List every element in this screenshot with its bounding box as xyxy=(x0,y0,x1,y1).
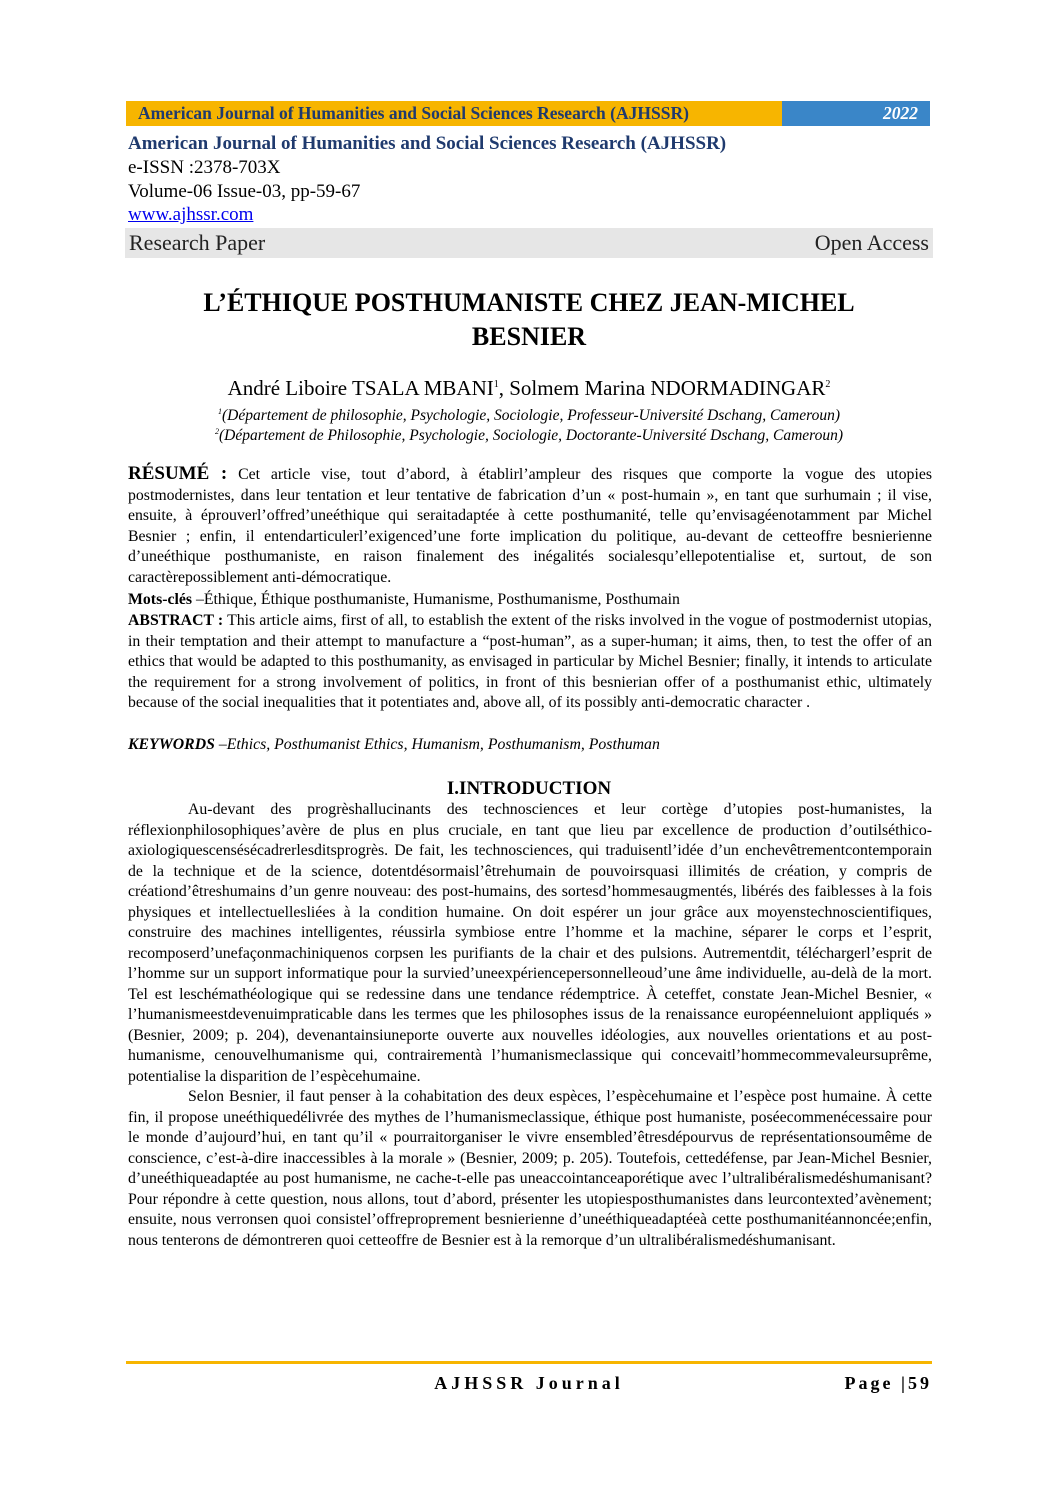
paper-title xyxy=(126,286,932,354)
open-access-label: Open Access xyxy=(814,230,929,255)
affiliation-2-text: (Département de Philosophie, Psychologie, Sociologie, Doctorante-Université Dschang, Cameroun) xyxy=(218,427,844,444)
keywords-block xyxy=(128,735,932,756)
website-link[interactable]: www.ajhssr.com xyxy=(128,204,254,225)
title-line-1: L’ÉTHIQUE POSTHUMANISTE CHEZ JEAN-MICHEL xyxy=(203,288,855,317)
title-line-2: BESNIER xyxy=(471,322,587,351)
page-number: 59 xyxy=(908,1373,932,1393)
footer-journal: AJHSSR Journal xyxy=(434,1373,624,1393)
affiliation-1-text: (Département de philosophie, Psychologie, Sociologie, Professeur-Université Dschang, Cameroun) xyxy=(222,407,840,424)
journal-meta xyxy=(128,132,933,258)
author-1: André Liboire TSALA MBANI xyxy=(227,376,494,400)
abstract-label: ABSTRACT : xyxy=(128,612,224,629)
resume-label: RÉSUMÉ : xyxy=(128,463,228,484)
abstract-text: This article aims, first of all, to establish the extent of the risks involved in the vogue of postmodernist utopias, in their temptation and their attempt to manufacture a “post-human”, as a super-human; it aims, then, to test the offer of an ethics that would be adapted to this posthumanity, as envisaged in particular by Michel Besnier; finally, it intends to articulate the requirement for a strong involvement of politics, in front of this besnierian offer of a posthumanist ethic, ultimately because of the social inequalities that it potentiates and, above all, of its possibly anti-democratic character . xyxy=(128,612,932,712)
resume-text: Cet article vise, tout d’abord, à établirl’ampleur des risques que comporte la vogue des utopies postmodernistes, dans leur tentation et leur tentative de fabrication d’un « post-humain », en tant que surhumain ; il vise, ensuite, à éprouverl’offred’uneéthique qui seraitadaptée à cette posthumanité, telle qu’envisagéenotamment par Michel Besnier ; enfin, il entendarticulerl’exigenced’une forte implication du politique, au-devant de cetteoffre besnierienne d’uneéthique posthumaniste, en raison finalement des inégalités socialesqu’ellepotentialise et, surtout, de son caractèrepossiblement anti-démocratique. xyxy=(128,466,932,586)
page-label: Page | xyxy=(844,1373,908,1393)
author-2-sup: 2 xyxy=(825,379,831,390)
mots-cles-label: Mots-clés xyxy=(128,591,193,608)
affiliation-1-sup: 1 xyxy=(218,407,222,416)
resume-block xyxy=(128,464,932,589)
author-separator: , xyxy=(498,376,510,400)
paper-type-bar xyxy=(125,228,933,258)
abstract-block xyxy=(128,611,932,714)
introduction-body xyxy=(128,800,932,1251)
mots-cles-block xyxy=(128,590,932,611)
keywords-label: KEYWORDS xyxy=(128,736,215,753)
mots-cles-text: –Éthique, Éthique posthumaniste, Humanisme, Posthumanisme, Posthumain xyxy=(192,591,680,608)
author-list xyxy=(126,372,932,401)
meta-journal-name: American Journal of Humanities and Social Sciences Research (AJHSSR) xyxy=(128,133,727,154)
footer-rule xyxy=(126,1361,932,1364)
intro-paragraph-1: Au-devant des progrèshallucinants des technosciences et leur cortège d’utopies post-humanistes, la réflexionphilosophiques’avère de plus en plus cruciale, en tant que lieu par excellence de production d’outilséthico-axiologiquescensésécadrerlesditsprogrès. De fait, les technosciences, qui traduisentl’idée d’un enchevêtrementcontemporain de la technique et de la science, dotentdésormaisl’êtrehumain de pouvoirsquasi illimités de création, y compris de créationd’êtreshumains d’un genre nouveau: des post-humains, des sortesd’hommesaugmentés, libérés des faiblesses à la fois physiques et intellectuellesliées à la condition humaine. On doit espérer un jour grâce aux moyenstechnoscientifiques, construire des machines intelligentes, réussirla symbiose entre l’homme et la machine, séparer le corps et l’esprit, recomposerd’unefaçonmachiniquenos corpsen les purifiants de la chair et des pulsions. Autrementdit, téléchargerl’esprit de l’homme sur un support informatique pour la survied’uneexpériencepersonnelleoud’une âme individuelle, au-delà de la mort. Tel est leschémathéologique qui se redessine dans une tendance rédemptrice. À ceteffet, constate Jean-Michel Besnier, « l’humanismeestdevenuimpraticable dans les termes que les philosophes issus de la renaissance européenneluiont appliqués » (Besnier, 2009; p. 204), devenantainsiuneporte ouverte aux nouvelles idéologies, aux nouvelles orientations et au post-humanisme, cenouvelhumanisme qui, contrairementà l’humanismeclassique qui concevaitl’hommecommevaleursuprême, potentialise la disparition de l’espècehumaine. xyxy=(128,801,932,1085)
introduction-heading: I.INTRODUCTION xyxy=(446,778,612,799)
research-paper-label: Research Paper xyxy=(129,230,266,255)
issn: e-ISSN :2378-703X xyxy=(128,157,281,178)
banner-year: 2022 xyxy=(782,101,930,126)
footer-page xyxy=(845,1373,932,1394)
journal-banner xyxy=(126,101,930,126)
volume-issue: Volume-06 Issue-03, pp-59-67 xyxy=(128,181,361,202)
banner-journal-name: American Journal of Humanities and Social Sciences Research (AJHSSR) xyxy=(126,101,782,126)
author-2: Solmem Marina NDORMADINGAR xyxy=(509,376,826,400)
keywords-text: –Ethics, Posthumanist Ethics, Humanism, Posthumanism, Posthuman xyxy=(214,736,660,753)
affiliation-2 xyxy=(126,422,932,446)
author-1-sup: 1 xyxy=(493,379,499,390)
page-footer xyxy=(126,1373,932,1397)
affiliation-2-sup: 2 xyxy=(214,427,219,436)
intro-paragraph-2: Selon Besnier, il faut penser à la cohabitation des deux espèces, l’espècehumaine et l’espèce post humaine. À cette fin, il propose uneéthiquedélivrée des mythes de l’humanismeclassique, éthique post humaniste, poséecommenécessaire pour le monde d’aujourd’hui, en tant qu’il « pourraitorganiser le vivre ensembled’êtresdépourvus de représentationsoumême de conscience, c’est-à-dire inaccessibles à la morale » (Besnier, 2009; p. 205). Toutefois, cettedéfense, par Jean-Michel Besnier, d’uneéthiqueadaptée au post humanisme, ne cache-t-elle pas uneaccointanceaporétique avec l’ultralibéralismedéshumanisant? Pour répondre à cette question, nous allons, tout d’abord, présenter les utopiesposthumanistes dans leurcontexted’avènement; ensuite, nous verronsen quoi consistel’offreproprement besnierienne d’uneéthiqueadaptéeà cette posthumanitéannoncée;enfin, nous tenterons de démontreren quoi cetteoffre de Besnier est à la remorque d’un ultralibéralismedéshumanisant. xyxy=(128,1088,932,1249)
